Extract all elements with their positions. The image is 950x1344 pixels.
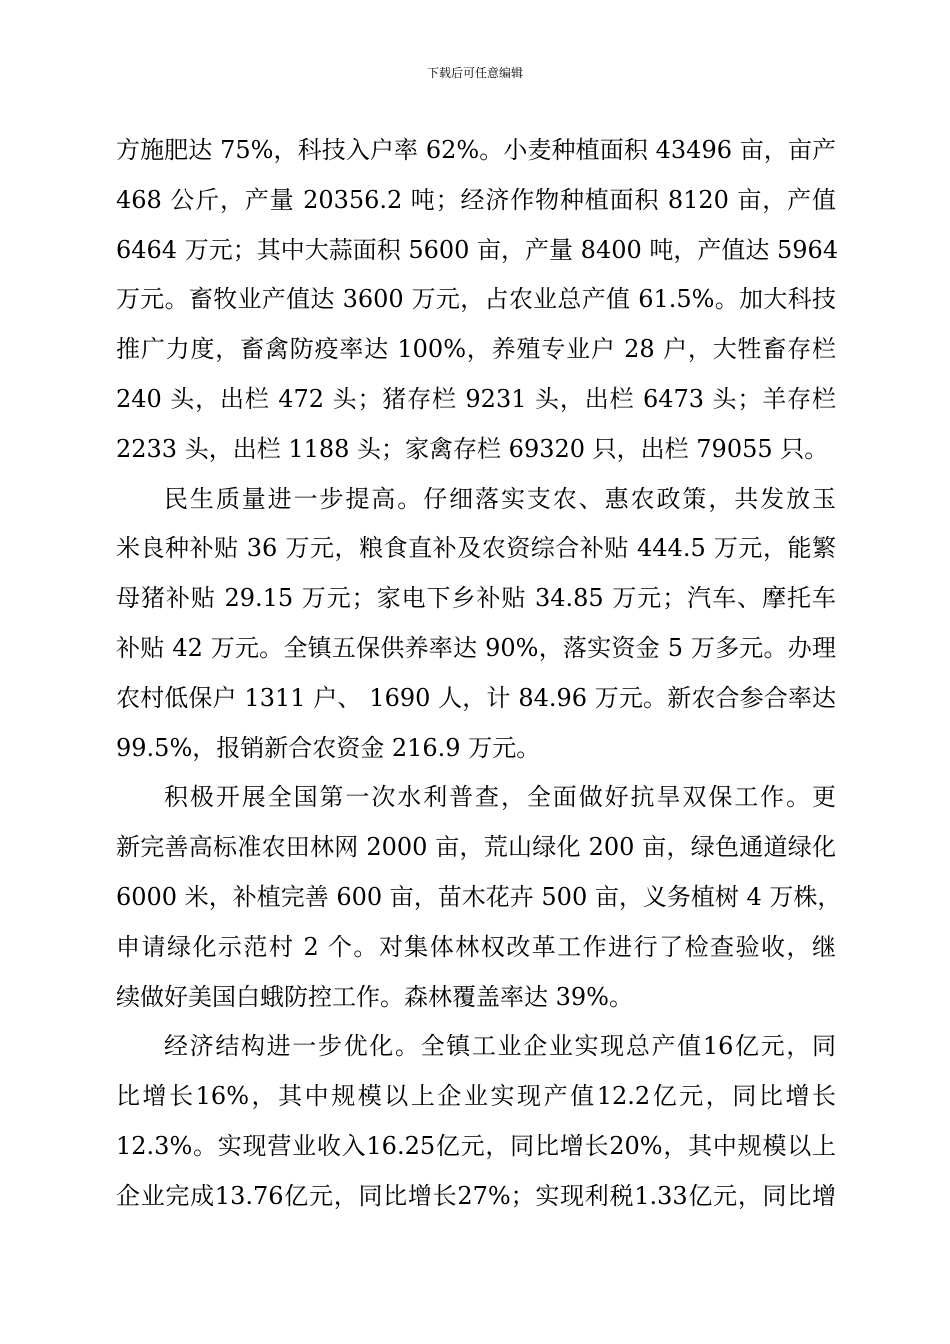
- text-line: 6464 万元；其中大蒜面积 5600 亩，产量 8400 吨，产值达 5964: [116, 235, 839, 264]
- text-line: 比增长16%，其中规模以上企业实现产值12.2亿元，同比增长: [116, 1082, 836, 1111]
- text-line: 补贴 42 万元。全镇五保供养率达 90%，落实资金 5 万多元。办理: [116, 633, 836, 662]
- text-line: 米良种补贴 36 万元，粮食直补及农资综合补贴 444.5 万元，能繁: [116, 534, 836, 563]
- text-line: 12.3%。实现营业收入16.25亿元，同比增长20%，其中规模以上: [116, 1131, 836, 1160]
- text-line: 99.5%，报销新合农资金 216.9 万元。: [116, 733, 541, 762]
- text-line: 468 公斤，产量 20356.2 吨；经济作物种植面积 8120 亩，产值: [116, 185, 836, 214]
- paragraph-water-forestry: [116, 773, 842, 1022]
- text-line: 积极开展全国第一次水利普查，全面做好抗旱双保工作。更: [164, 783, 836, 812]
- paragraph-economy: [116, 1022, 836, 1221]
- document-body: [116, 126, 842, 1222]
- text-line: 续做好美国白蛾防控工作。森林覆盖率达 39%。: [116, 982, 633, 1011]
- text-line: 农村低保户 1311 户、 1690 人，计 84.96 万元。新农合参合率达: [116, 683, 836, 712]
- text-line: 母猪补贴 29.15 万元；家电下乡补贴 34.85 万元；汽车、摩托车: [116, 584, 836, 613]
- text-line: 推广力度，畜禽防疫率达 100%，养殖专业户 28 户，大牲畜存栏: [116, 335, 836, 364]
- text-line: 经济结构进一步优化。全镇工业企业实现总产值16亿元，同: [164, 1032, 836, 1061]
- text-line: 6000 米，补植完善 600 亩，苗木花卉 500 亩，义务植树 4 万株，: [116, 882, 842, 911]
- paragraph-agriculture: [116, 126, 839, 475]
- text-line: 企业完成13.76亿元，同比增长27%；实现利税1.33亿元，同比增: [116, 1181, 836, 1210]
- text-line: 万元。畜牧业产值达 3600 万元，占农业总产值 61.5%。加大科技: [116, 285, 836, 314]
- text-line: 申请绿化示范村 2 个。对集体林权改革工作进行了检查验收，继: [116, 932, 836, 961]
- page-header: 下载后可任意编辑: [426, 66, 523, 80]
- text-line: 新完善高标准农田林网 2000 亩，荒山绿化 200 亩，绿色通道绿化: [116, 833, 836, 862]
- paragraph-livelihood: [116, 475, 836, 774]
- text-line: 方施肥达 75%，科技入户率 62%。小麦种植面积 43496 亩，亩产: [116, 136, 836, 164]
- text-line: 民生质量进一步提高。仔细落实支农、惠农政策，共发放玉: [164, 484, 836, 513]
- text-line: 2233 头，出栏 1188 头；家禽存栏 69320 只，出栏 79055 只。: [116, 434, 829, 463]
- text-line: 240 头，出栏 472 头；猪存栏 9231 头，出栏 6473 头；羊存栏: [116, 384, 836, 413]
